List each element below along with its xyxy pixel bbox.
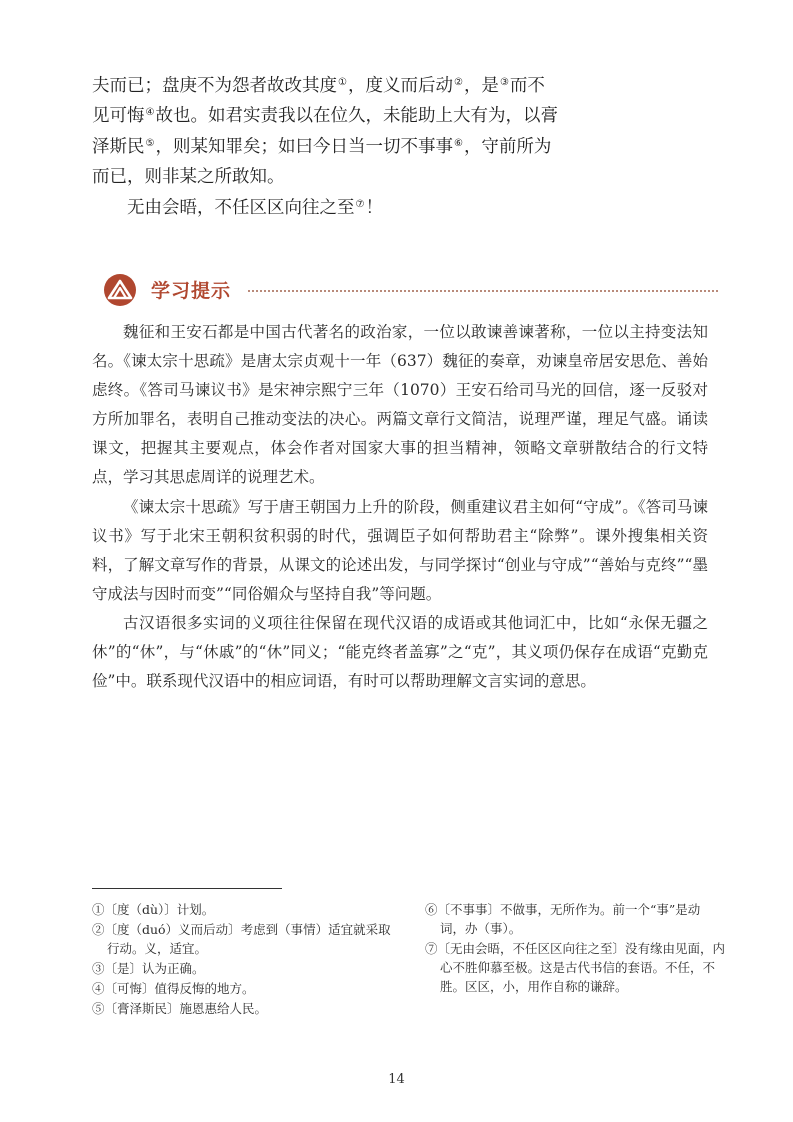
- footnote-ref-3[interactable]: ③: [499, 77, 509, 88]
- text-span: 故也。如君实责我以在位久，未能助上大有为，以膏泽斯民: [92, 106, 558, 157]
- text-span: 无由会晤，不任区区向往之至: [127, 197, 355, 218]
- footnote-ref-1[interactable]: ①: [338, 77, 347, 88]
- text-span: ，则某知罪矣；如曰今日当一切不事事: [155, 136, 453, 157]
- footnote-ref-4[interactable]: ④: [145, 107, 155, 119]
- text-span: ，是: [463, 76, 499, 96]
- text-span: ！: [365, 197, 383, 218]
- tips-paragraph-1: 魏征和王安石都是中国古代著名的政治家，一位以敢谏善谏著称，一位以主持变法知名。《谏太宗十思疏》是唐太宗贞观十一年（637）魏征的奏章，劝谏皇帝居安思危、善始虑终。《答司马谏议书》是宋神宗熙宁三年（1070）王安石给司马光的回信，逐一反驳对方所加罪名，表明自己推动变法的决心。两篇文章行文简洁，说理严谨，理足气盛。诵读课文，把握其主要观点，体会作者对国家大事的担当精神，领略文章骈散结合的行文特点，学习其思虑周详的说理艺术。: [92, 323, 708, 487]
- tips-paragraph-3: 古汉语很多实词的义项往往保留在现代汉语的成语或其他词汇中，比如“永保无疆之休”的“休”，与“休戚”的“休”同义；“能克终者盖寡”之“克”，其义项仍保存在成语“克勤克俭”中。联系现代汉语中的相应词语，有时可以帮助理解文言实词的意思。: [92, 613, 708, 691]
- main-text: [92, 71, 562, 223]
- text-span: 夫而已；盘庚不为怨者故改其度: [92, 76, 337, 96]
- footnote-6: ⑥〔不事事〕不做事，无所作为。前一个“事”是动词，办（事）。: [425, 902, 701, 936]
- study-tips-header: [102, 270, 718, 310]
- footnote-ref-5[interactable]: ⑤: [145, 137, 155, 149]
- footnote-ref-7[interactable]: ⑦: [355, 198, 365, 210]
- footnote-4: ④〔可悔〕值得反悔的地方。: [92, 981, 255, 996]
- section-title: 学习提示: [151, 280, 232, 302]
- text-span: ，度义而后动: [347, 76, 453, 96]
- footnote-2: ②〔度（duó）义而后动〕考虑到（事情）适宜就采取行动。义，适宜。: [92, 922, 391, 956]
- study-tips-body: [92, 318, 708, 696]
- footnote-ref-2[interactable]: ②: [453, 77, 463, 88]
- main-paragraph-2: [92, 193, 562, 223]
- footnote-ref-6[interactable]: ⑥: [453, 137, 463, 149]
- footnote-7: ⑦〔无由会晤，不任区区向往之至〕没有缘由见面，内心不胜仰慕至极。这是古代书信的套语。不任，不胜。区区，小，用作自称的谦辞。: [425, 941, 726, 994]
- main-paragraph-1: [92, 71, 562, 193]
- page-number: 14: [388, 1072, 405, 1087]
- footnote-1: ①〔度（dù）〕计划。: [92, 902, 215, 917]
- dotted-divider: [248, 290, 718, 292]
- footnote-5: ⑤〔膏泽斯民〕施恩惠给人民。: [92, 1001, 268, 1016]
- study-tips-icon: [102, 273, 138, 307]
- footnote-3: ③〔是〕认为正确。: [92, 961, 205, 976]
- footnotes-left: [92, 900, 392, 1019]
- footnote-divider: [92, 888, 282, 889]
- text-span: ，守前所为而已，则非某之所敢知。: [92, 136, 552, 188]
- footnotes-right: [425, 900, 725, 997]
- tips-paragraph-2: 《谏太宗十思疏》写于唐王朝国力上升的阶段，侧重建议君主如何“守成”。《答司马谏议书》写于北宋王朝积贫积弱的时代，强调臣子如何帮助君主“除弊”。课外搜集相关资料，了解文章写作的背景，从课文的论述出发，与同学探讨“创业与守成”“善始与克终”“墨守成法与因时而变”“同俗媚众与坚持自我”等问题。: [92, 497, 708, 603]
- text-span: 而不见可悔: [92, 76, 545, 127]
